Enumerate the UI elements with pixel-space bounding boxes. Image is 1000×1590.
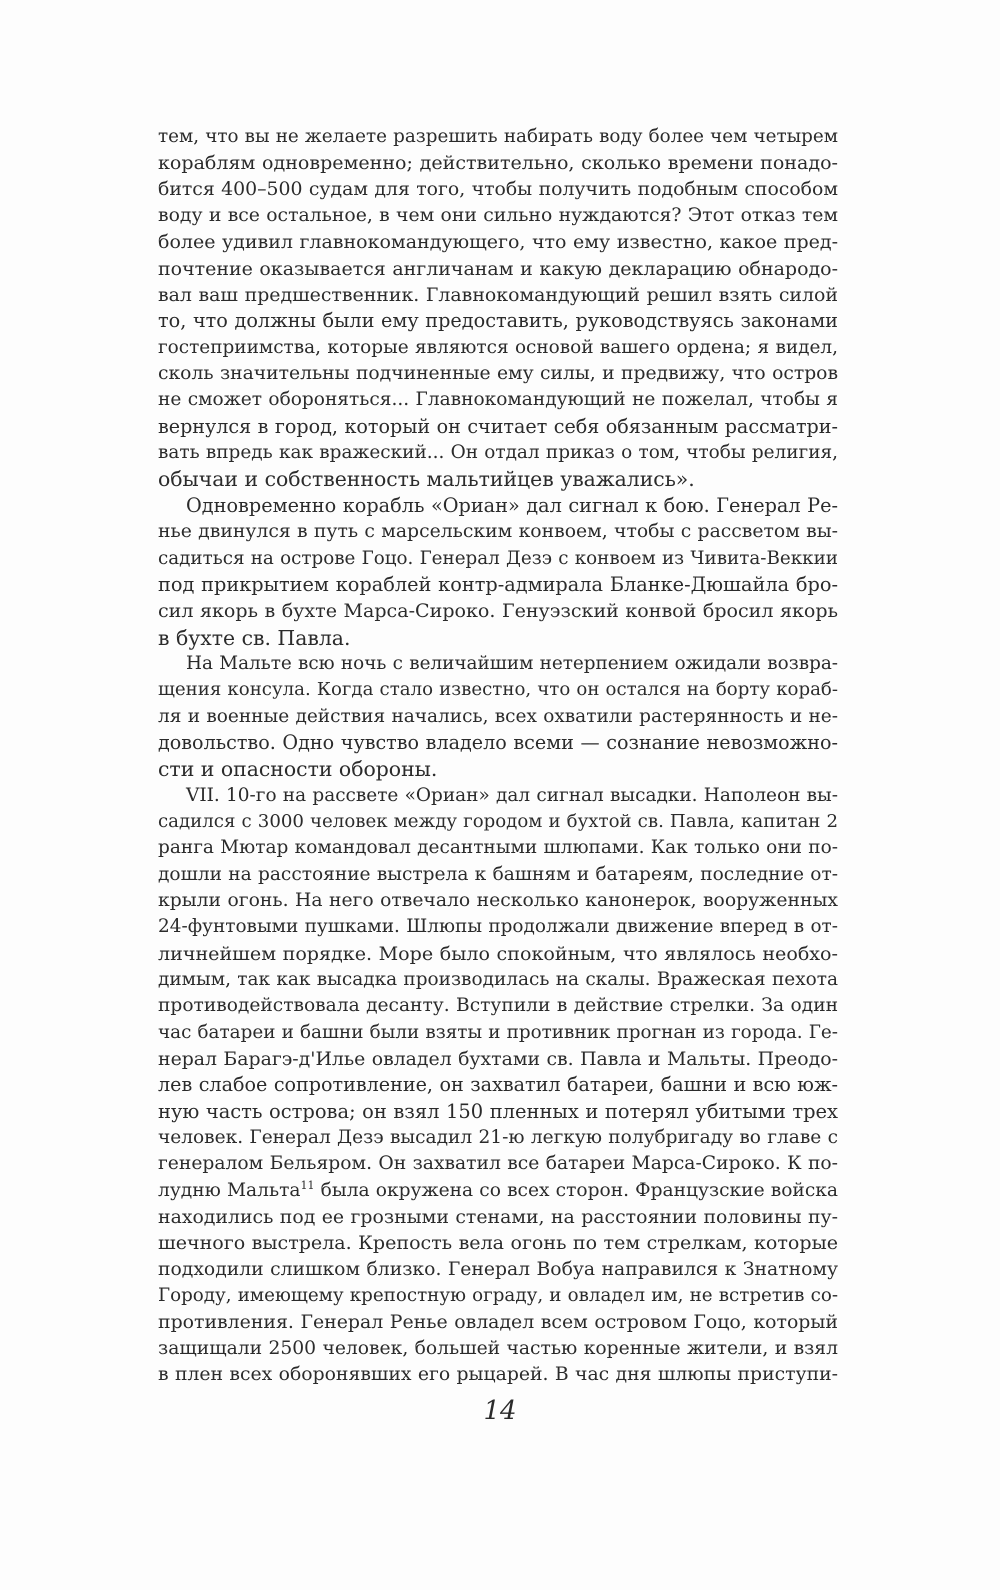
- text-line: более удивил главнокомандующего, что ему известно, какое пред-: [158, 231, 838, 254]
- text-line: шечного выстрела. Крепость вела огонь по тем стрелкам, которые: [158, 1232, 838, 1255]
- text-line: личнейшем порядке. Море было спокойным, что являлось необхо-: [158, 942, 838, 965]
- text-line: противления. Генерал Ренье овладел всем островом Гоцо, который: [158, 1311, 838, 1334]
- text-line: защищали 2500 человек, большей частью коренные жители, и взял: [158, 1337, 838, 1359]
- text-line: садился с 3000 человек между городом и бухтой св. Павла, капитан 2: [158, 810, 838, 832]
- text-line: сил якорь в бухте Марса-Сироко. Генуэзский конвой бросил якорь: [158, 600, 838, 623]
- footnote-ref: 11: [300, 1178, 315, 1192]
- text-line: На Мальте всю ночь с величайшим нетерпением ожидали возвра-: [186, 652, 838, 674]
- text-line: в бухте св. Павла.: [158, 625, 351, 650]
- text-line: тем, что вы не желаете разрешить набирать воду более чем четырем: [158, 126, 838, 147]
- text-line: лев слабое сопротивление, он захватил батареи, башни и всю юж-: [158, 1073, 838, 1097]
- text-line: воду и все остальное, в чем они сильно нуждаются? Этот отказ тем: [158, 205, 838, 227]
- text-line: садиться на острове Гоцо. Генерал Дезэ с конвоем из Чивита-Веккии: [158, 547, 838, 569]
- text-line: генералом Бельяром. Он захватил все батареи Марса-Сироко. К по-: [158, 1153, 838, 1175]
- text-line: щения консула. Когда стало известно, что он остался на борту кораб-: [158, 679, 838, 701]
- text-line: ля и военные действия начались, всех охватили растерянность и не-: [158, 705, 838, 727]
- text-line: нье двинулся в путь с марсельским конвоем, чтобы с рассветом вы-: [158, 521, 838, 543]
- text-line: час батареи и башни были взяты и противник прогнан из города. Ге-: [158, 1021, 838, 1043]
- text-line: подходили слишком близко. Генерал Вобуа направился к Знатному: [158, 1258, 838, 1280]
- text-line: то, что должны были ему предоставить, руководствуясь законами: [158, 309, 838, 333]
- text-line: бится 400–500 судам для того, чтобы получить подобным способом: [158, 178, 838, 200]
- text-line: обычаи и собственность мальтийцев уважались».: [158, 467, 695, 492]
- page-number: 14: [483, 1396, 517, 1426]
- text-line: крыли огонь. На него отвечало несколько канонерок, вооруженных: [158, 889, 838, 911]
- text-line: не сможет обороняться... Главнокомандующий не пожелал, чтобы я: [158, 389, 838, 411]
- text-line: Одновременно корабль «Ориан» дал сигнал к бою. Генерал Ре-: [186, 493, 838, 517]
- text-segment: лудню Мальта: [158, 1179, 301, 1201]
- text-line: почтение оказывается англичанам и какую декларацию обнародо-: [158, 257, 838, 280]
- text-line: ную часть острова; он взял 150 пленных и потерял убитыми трех: [158, 1099, 838, 1123]
- text-line: находились под ее грозными стенами, на расстоянии половины пу-: [158, 1206, 838, 1229]
- text-line: вернулся в город, который он считает себя обязанным рассматри-: [158, 414, 838, 438]
- text-segment: была окружена со всех сторон. Французские войска: [314, 1179, 838, 1201]
- text-line: противодействовала десанту. Вступили в действие стрелки. За один: [158, 995, 838, 1017]
- text-line: VII. 10-го на рассвете «Ориан» дал сигнал высадки. Наполеон вы-: [186, 784, 838, 806]
- text-line: [158, 1178, 838, 1204]
- text-line: под прикрытием кораблей контр-адмирала Бланке-Дюшайла бро-: [158, 572, 838, 596]
- text-line: сти и опасности обороны.: [158, 757, 438, 782]
- text-line: вать впредь как вражеский... Он отдал приказ о том, чтобы религия,: [158, 442, 838, 464]
- text-line: в плен всех оборонявших его рыцарей. В час дня шлюпы приступи-: [158, 1364, 838, 1386]
- text-line: Городу, имеющему крепостную ограду, и овладел им, не встретив со-: [158, 1285, 838, 1307]
- text-line: 24-фунтовыми пушками. Шлюпы продолжали движение вперед в от-: [158, 916, 838, 938]
- text-line: нерал Барагэ-д'Илье овладел бухтами св. Павла и Мальты. Преодо-: [158, 1048, 838, 1071]
- text-line: ранга Мютар командовал десантными шлюпами. Как только они по-: [158, 837, 838, 859]
- text-line: дошли на расстояние выстрела к башням и батареям, последние от-: [158, 863, 838, 885]
- text-line: кораблям одновременно; действительно, сколько времени понадо-: [158, 152, 838, 175]
- text-line: димым, так как высадка производилась на скалы. Вражеская пехота: [158, 969, 838, 990]
- text-line: человек. Генерал Дезэ высадил 21-ю легкую полубригаду во главе с: [158, 1127, 838, 1149]
- text-line: гостеприимства, которые являются основой вашего ордена; я видел,: [158, 336, 838, 358]
- text-line: довольство. Одно чувство владело всеми — сознание невозможно-: [158, 730, 838, 754]
- text-line: сколь значительны подчиненные ему силы, и предвижу, что остров: [158, 363, 838, 385]
- body-text: [158, 124, 838, 1389]
- text-line: вал ваш предшественник. Главнокомандующий решил взять силой: [158, 284, 838, 307]
